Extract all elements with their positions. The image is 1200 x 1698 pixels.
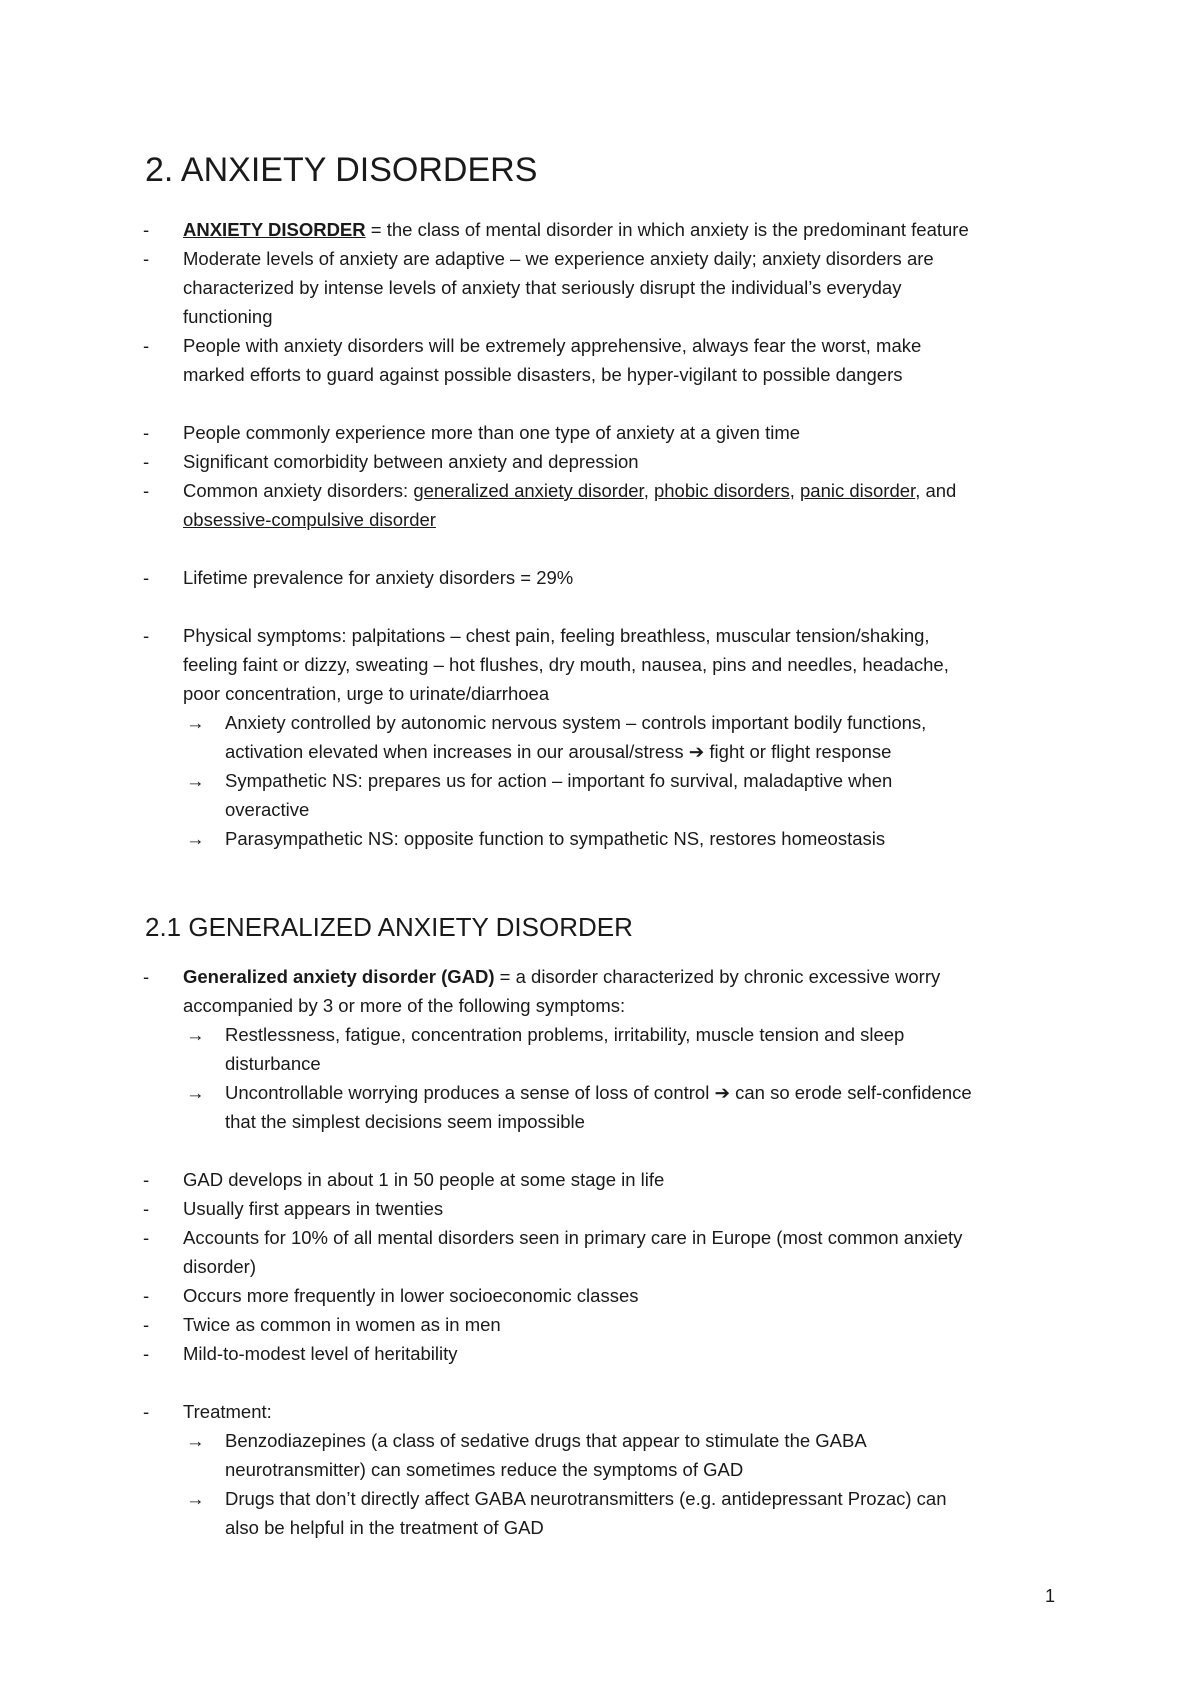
item-text: Significant comorbidity between anxiety and depression bbox=[183, 451, 639, 472]
term-definition: = the class of mental disorder in which anxiety is the predominant feature bbox=[365, 219, 969, 240]
item-text: Usually first appears in twenties bbox=[183, 1198, 444, 1219]
bullet-dash: - bbox=[143, 966, 150, 987]
item-text: Accounts for 10% of all mental disorders seen in primary care in Europe (most common anxiety disorder) bbox=[183, 1227, 963, 1277]
arrow-icon: → bbox=[186, 1024, 205, 1045]
arrow-icon: → bbox=[186, 1082, 205, 1103]
item-text: Lifetime prevalence for anxiety disorders = 29% bbox=[183, 567, 574, 588]
bullet-dash: - bbox=[143, 1343, 150, 1364]
item-text: Occurs more frequently in lower socioeconomic classes bbox=[183, 1285, 639, 1306]
item-text: People commonly experience more than one type of anxiety at a given time bbox=[183, 422, 801, 443]
item-text: Benzodiazepines (a class of sedative drugs that appear to stimulate the GABA neurotransmitter) can sometimes reduce the symptoms of GAD bbox=[225, 1430, 867, 1480]
bullet-dash: - bbox=[143, 1227, 150, 1248]
item-text: Generalized anxiety disorder (GAD) = a disorder characterized by chronic excessive worry accompanied by 3 or more of the following symptoms: bbox=[183, 966, 941, 1016]
arrow-icon: → bbox=[186, 770, 205, 791]
item-text: Parasympathetic NS: opposite function to sympathetic NS, restores homeostasis bbox=[225, 828, 886, 849]
bullet-dash: - bbox=[143, 480, 150, 501]
arrow-icon: → bbox=[186, 1488, 205, 1509]
item-text: GAD develops in about 1 in 50 people at some stage in life bbox=[183, 1169, 665, 1190]
item-text bbox=[183, 215, 1083, 244]
arrow-icon: → bbox=[186, 1430, 205, 1451]
item-text: Mild-to-modest level of heritability bbox=[183, 1343, 458, 1364]
item-text: Common anxiety disorders: generalized anxiety disorder, phobic disorders, panic disorder, and obsessive-compulsive disorder bbox=[183, 480, 957, 530]
bullet-dash: - bbox=[143, 1169, 150, 1190]
section-heading-anxiety-disorders: 2. ANXIETY DISORDERS bbox=[145, 151, 538, 189]
bullet-dash: - bbox=[143, 451, 150, 472]
bullet-dash: - bbox=[143, 248, 150, 269]
page-number: 1 bbox=[1045, 1586, 1056, 1606]
item-text: Treatment: bbox=[183, 1401, 272, 1422]
disorder-gad: generalized anxiety disorder bbox=[413, 480, 644, 501]
item-text: Physical symptoms: palpitations – chest pain, feeling breathless, muscular tension/shaking, feeling faint or dizzy, sweating – hot flushes, dry mouth, nausea, pins and needles, headache, poor concentration, urge to urinate/diarrhoea bbox=[183, 625, 949, 704]
defined-term: Generalized anxiety disorder (GAD) bbox=[183, 966, 495, 987]
defined-term: ANXIETY DISORDER bbox=[183, 219, 366, 240]
arrow-icon: → bbox=[186, 712, 205, 733]
section-heading-gad: 2.1 GENERALIZED ANXIETY DISORDER bbox=[145, 912, 633, 942]
item-text: Sympathetic NS: prepares us for action – important fo survival, maladaptive when overactive bbox=[225, 770, 893, 820]
item-text: Moderate levels of anxiety are adaptive – we experience anxiety daily; anxiety disorders are characterized by intense levels of anxiety that seriously disrupt the individual’s everyday functioning bbox=[183, 248, 934, 327]
bullet-dash: - bbox=[143, 625, 150, 646]
bullet-dash: - bbox=[143, 1314, 150, 1335]
bullet-dash: - bbox=[143, 422, 150, 443]
item-text: Twice as common in women as in men bbox=[183, 1314, 501, 1335]
arrow-icon: → bbox=[186, 828, 205, 849]
bullet-dash: - bbox=[143, 1285, 150, 1306]
disorder-ocd: obsessive-compulsive disorder bbox=[183, 509, 436, 530]
item-text: Restlessness, fatigue, concentration problems, irritability, muscle tension and sleep disturbance bbox=[225, 1024, 905, 1074]
item-text: Anxiety controlled by autonomic nervous system – controls important bodily functions, activation elevated when increases in our arousal/stress ➔ fight or flight response bbox=[225, 712, 927, 762]
item-text: Uncontrollable worrying produces a sense of loss of control ➔ can so erode self-confidence that the simplest decisions seem impossible bbox=[225, 1082, 972, 1132]
bullet-dash: - bbox=[143, 1401, 150, 1422]
bullet-dash: - bbox=[143, 335, 150, 356]
bullet-dash: - bbox=[143, 219, 150, 240]
bullet-dash: - bbox=[143, 1198, 150, 1219]
item-text: People with anxiety disorders will be extremely apprehensive, always fear the worst, make marked efforts to guard against possible disasters, be hyper-vigilant to possible dangers bbox=[183, 335, 922, 385]
disorder-phobic: phobic disorders bbox=[653, 480, 790, 501]
item-text: Drugs that don’t directly affect GABA neurotransmitters (e.g. antidepressant Prozac) can also be helpful in the treatment of GAD bbox=[225, 1488, 947, 1538]
bullet-dash: - bbox=[143, 567, 150, 588]
disorder-panic: panic disorder bbox=[800, 480, 916, 501]
